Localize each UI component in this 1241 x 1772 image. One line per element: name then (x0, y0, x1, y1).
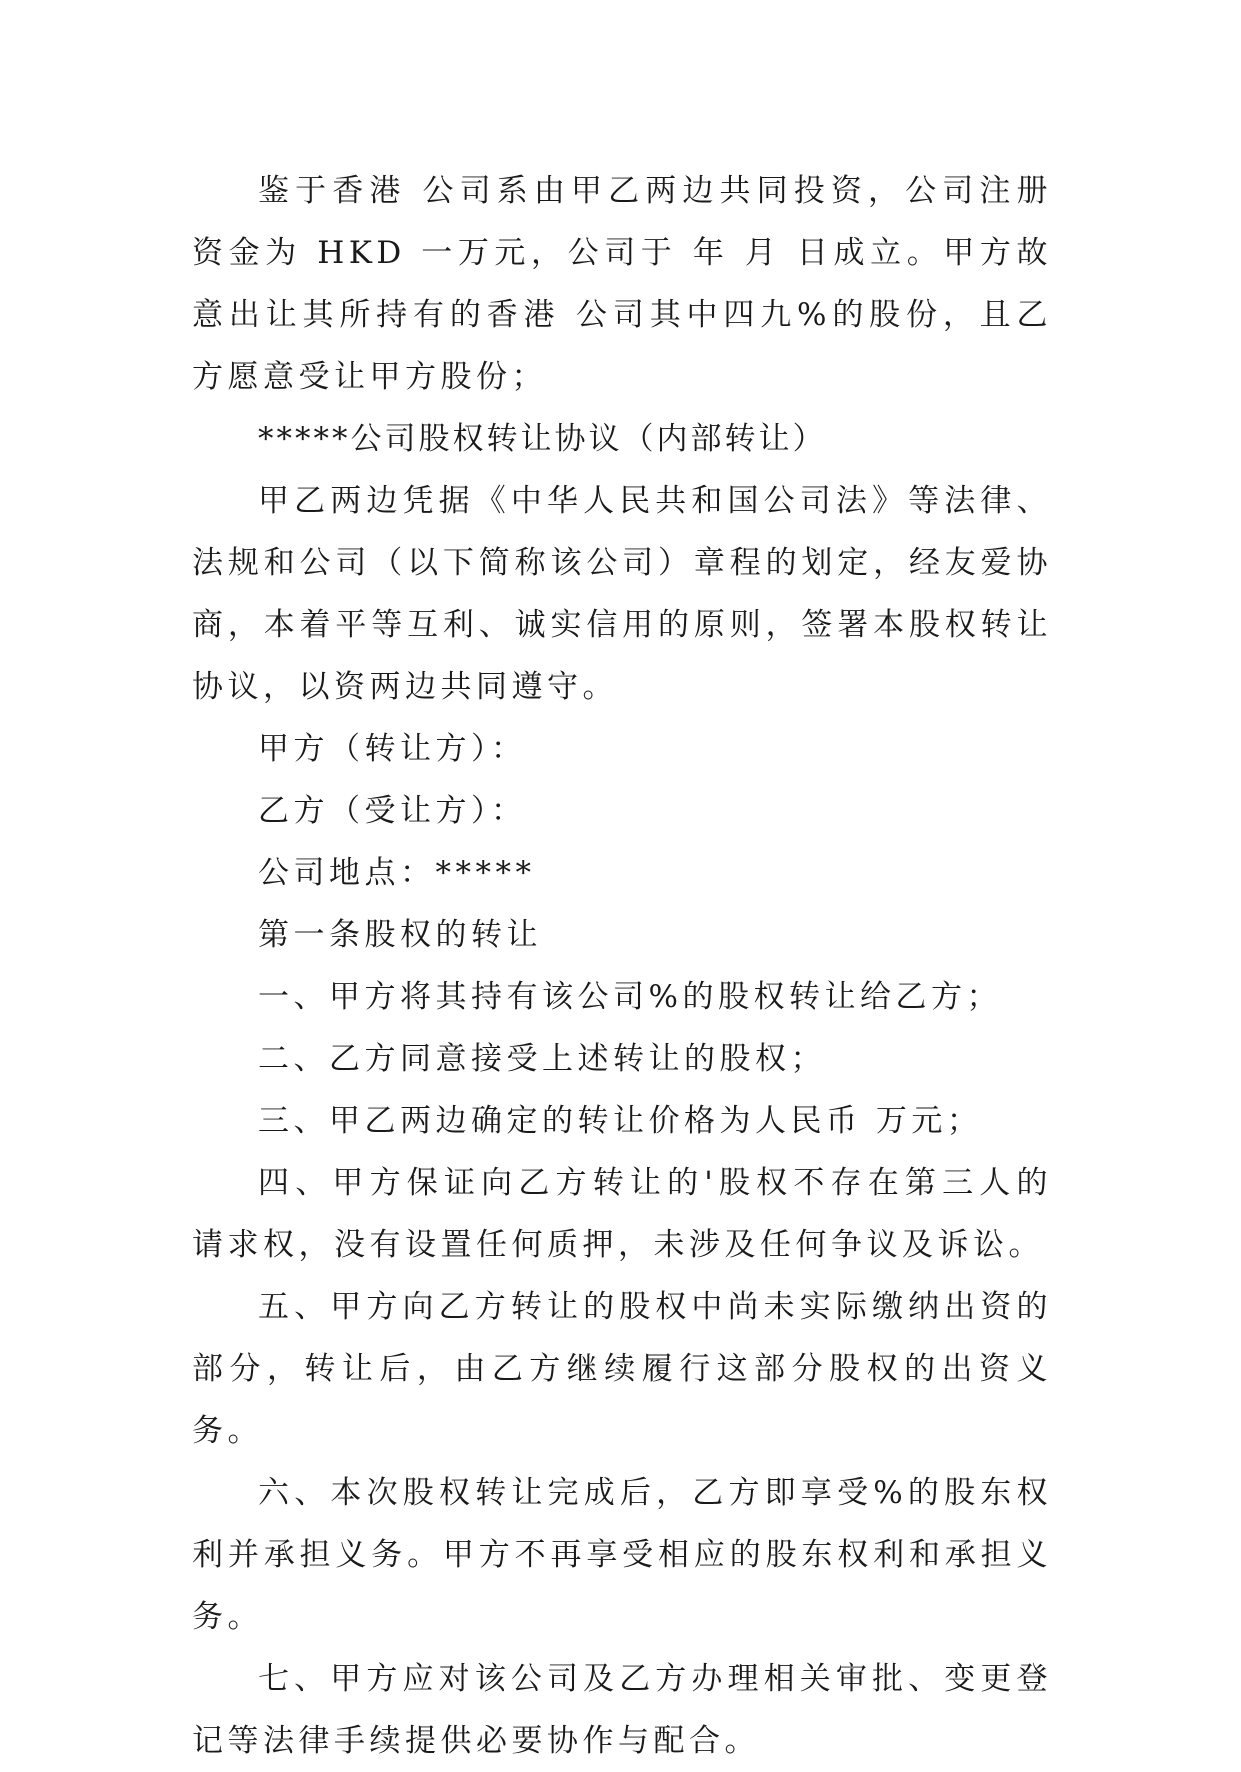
clause-7: 七、甲方应对该公司及乙方办理相关审批、变更登记等法律手续提供必要协作与配合。 (192, 1661, 1052, 1759)
party-a-line: 甲方（转让方）： (258, 731, 527, 767)
clause-1: 一、甲方将其持有该公司%的股权转让给乙方； (258, 979, 1002, 1015)
clause-2: 二、乙方同意接受上述转让的股权； (258, 1041, 826, 1077)
document-body (192, 160, 1052, 1772)
clause-6: 六、本次股权转让完成后，乙方即享受%的股东权利并承担义务。甲方不再享受相应的股东权利和承担义务。 (192, 1475, 1052, 1635)
clause-3: 三、甲乙两边确定的转让价格为人民币 万元； (258, 1103, 983, 1139)
clause-4: 四、甲方保证向乙方转让的'股权不存在第三人的请求权，没有设置任何质押，未涉及任何争议及诉讼。 (192, 1165, 1052, 1263)
paragraph-preamble: 甲乙两边凭据《中华人民共和国公司法》等法律、法规和公司（以下简称该公司）章程的划定，经友爱协商，本着平等互利、诚实信用的原则，签署本股权转让协议，以资两边共同遵守。 (192, 483, 1052, 705)
article-one-heading: 第一条股权的转让 (258, 917, 542, 953)
clause-5: 五、甲方向乙方转让的股权中尚未实际缴纳出资的部分，转让后，由乙方继续履行这部分股权的出资义务。 (192, 1289, 1052, 1449)
company-address-line: 公司地点：***** (258, 855, 536, 891)
party-b-line: 乙方（受让方）： (258, 793, 527, 829)
paragraph-background: 鉴于香港 公司系由甲乙两边共同投资，公司注册资金为 HKD 一万元，公司于 年 月 日成立。甲方故意出让其所持有的香港 公司其中四九%的股份，且乙方愿意受让甲方股份； (192, 173, 1052, 395)
agreement-title: *****公司股权转让协议（内部转让） (258, 421, 827, 457)
